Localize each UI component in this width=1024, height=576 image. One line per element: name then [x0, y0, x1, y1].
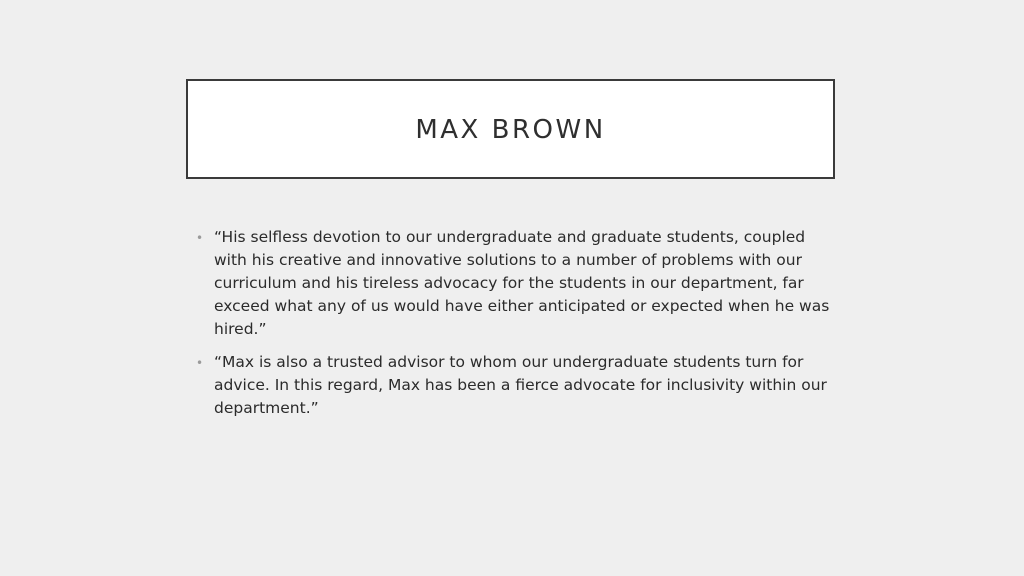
slide-title: MAX BROWN — [415, 115, 606, 145]
bullet-item-2 — [196, 351, 836, 420]
bullet-text: “His selfless devotion to our undergraduate and graduate students, coupled with his creative and innovative solutions to a number of problems with our curriculum and his tireless advocacy for the students in our department, far exceed what any of us would have either anticipated or expected when he was hired.” — [214, 228, 830, 338]
bullet-marker: • — [196, 356, 204, 370]
bullet-text: “Max is also a trusted advisor to whom our undergraduate students turn for advice. In this regard, Max has been a fierce advocate for inclusivity within our department.” — [214, 353, 827, 417]
bullet-item-1 — [196, 226, 836, 341]
bullet-marker: • — [196, 231, 204, 245]
title-box — [186, 79, 835, 179]
slide-content — [196, 226, 836, 430]
bullet-list — [196, 226, 836, 420]
